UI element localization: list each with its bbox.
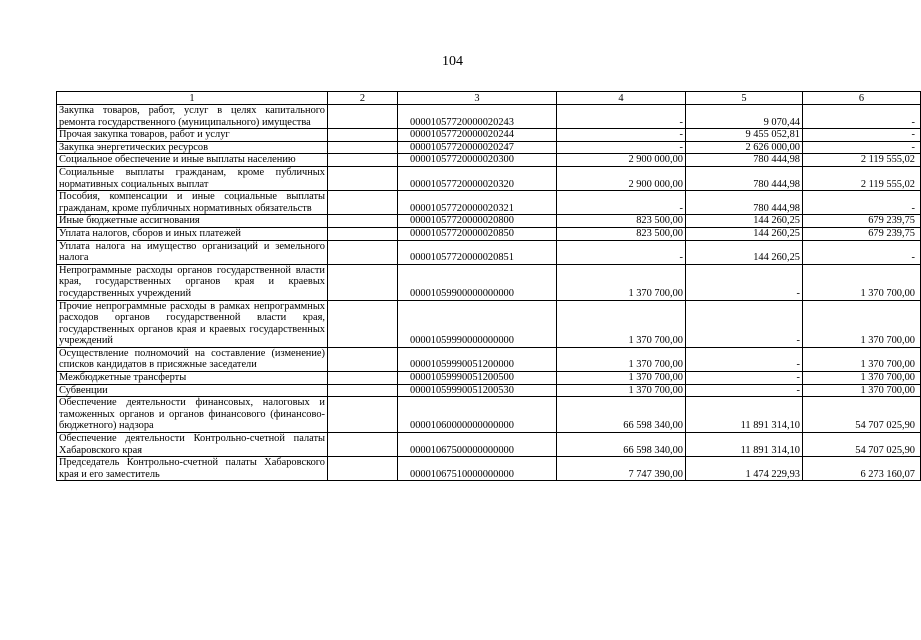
column-2-cell bbox=[328, 141, 398, 154]
column-2-cell bbox=[328, 191, 398, 215]
expense-name-cell: Прочая закупка товаров, работ и услуг bbox=[57, 129, 328, 142]
approved-amount-cell: 1 370 700,00 bbox=[557, 347, 686, 371]
table-row bbox=[57, 372, 921, 385]
approved-amount-cell: 1 370 700,00 bbox=[557, 300, 686, 347]
expense-name-cell: Уплата налогов, сборов и иных платежей bbox=[57, 227, 328, 240]
remaining-amount-cell: 2 119 555,02 bbox=[803, 166, 921, 190]
column-header-5: 5 bbox=[686, 92, 803, 105]
table-row bbox=[57, 300, 921, 347]
column-2-cell bbox=[328, 166, 398, 190]
column-2-cell bbox=[328, 347, 398, 371]
classification-code-cell: 00001059990051200530 bbox=[398, 384, 557, 397]
column-2-cell bbox=[328, 300, 398, 347]
expense-name-cell: Пособия, компенсации и иные социальные выплаты гражданам, кроме публичных нормативных обязательств bbox=[57, 191, 328, 215]
column-2-cell bbox=[328, 240, 398, 264]
classification-code-cell: 00001057720000020850 bbox=[398, 227, 557, 240]
executed-amount-cell: 9 070,44 bbox=[686, 105, 803, 129]
classification-code-cell: 00001060000000000000 bbox=[398, 397, 557, 433]
remaining-amount-cell: 1 370 700,00 bbox=[803, 372, 921, 385]
approved-amount-cell: 2 900 000,00 bbox=[557, 166, 686, 190]
executed-amount-cell: 11 891 314,10 bbox=[686, 397, 803, 433]
approved-amount-cell: 823 500,00 bbox=[557, 215, 686, 228]
executed-amount-cell: - bbox=[686, 264, 803, 300]
remaining-amount-cell: 1 370 700,00 bbox=[803, 384, 921, 397]
executed-amount-cell: - bbox=[686, 384, 803, 397]
classification-code-cell: 00001057720000020321 bbox=[398, 191, 557, 215]
classification-code-cell: 00001057720000020244 bbox=[398, 129, 557, 142]
executed-amount-cell: 144 260,25 bbox=[686, 227, 803, 240]
remaining-amount-cell: - bbox=[803, 129, 921, 142]
classification-code-cell: 00001059990051200500 bbox=[398, 372, 557, 385]
approved-amount-cell: 1 370 700,00 bbox=[557, 372, 686, 385]
classification-code-cell: 00001057720000020320 bbox=[398, 166, 557, 190]
table-row bbox=[57, 347, 921, 371]
classification-code-cell: 00001057720000020247 bbox=[398, 141, 557, 154]
column-2-cell bbox=[328, 372, 398, 385]
table-row bbox=[57, 433, 921, 457]
expense-name-cell: Прочие непрограммные расходы в рамках непрограммных расходов органов государственной власти края, государственных органов края и краевых государственных учреждений bbox=[57, 300, 328, 347]
column-header-3: 3 bbox=[398, 92, 557, 105]
column-2-cell bbox=[328, 227, 398, 240]
table-row bbox=[57, 191, 921, 215]
approved-amount-cell: 1 370 700,00 bbox=[557, 264, 686, 300]
remaining-amount-cell: 1 370 700,00 bbox=[803, 300, 921, 347]
remaining-amount-cell: - bbox=[803, 105, 921, 129]
column-2-cell bbox=[328, 264, 398, 300]
executed-amount-cell: 144 260,25 bbox=[686, 240, 803, 264]
approved-amount-cell: 66 598 340,00 bbox=[557, 397, 686, 433]
remaining-amount-cell: - bbox=[803, 240, 921, 264]
column-2-cell bbox=[328, 105, 398, 129]
table-row bbox=[57, 457, 921, 481]
remaining-amount-cell: 1 370 700,00 bbox=[803, 264, 921, 300]
remaining-amount-cell: 2 119 555,02 bbox=[803, 154, 921, 167]
remaining-amount-cell: 1 370 700,00 bbox=[803, 347, 921, 371]
table-row bbox=[57, 141, 921, 154]
expense-name-cell: Межбюджетные трансферты bbox=[57, 372, 328, 385]
expense-name-cell: Закупка товаров, работ, услуг в целях капитального ремонта государственного (муниципального) имущества bbox=[57, 105, 328, 129]
executed-amount-cell: 9 455 052,81 bbox=[686, 129, 803, 142]
executed-amount-cell: 11 891 314,10 bbox=[686, 433, 803, 457]
approved-amount-cell: - bbox=[557, 141, 686, 154]
executed-amount-cell: 780 444,98 bbox=[686, 166, 803, 190]
classification-code-cell: 00001059990051200000 bbox=[398, 347, 557, 371]
classification-code-cell: 00001059900000000000 bbox=[398, 264, 557, 300]
classification-code-cell: 00001057720000020851 bbox=[398, 240, 557, 264]
expense-name-cell: Субвенции bbox=[57, 384, 328, 397]
column-2-cell bbox=[328, 397, 398, 433]
executed-amount-cell: - bbox=[686, 300, 803, 347]
executed-amount-cell: - bbox=[686, 347, 803, 371]
table-row bbox=[57, 154, 921, 167]
executed-amount-cell: 780 444,98 bbox=[686, 154, 803, 167]
table-row bbox=[57, 129, 921, 142]
classification-code-cell: 00001057720000020300 bbox=[398, 154, 557, 167]
approved-amount-cell: 2 900 000,00 bbox=[557, 154, 686, 167]
remaining-amount-cell: 54 707 025,90 bbox=[803, 397, 921, 433]
approved-amount-cell: - bbox=[557, 129, 686, 142]
column-2-cell bbox=[328, 457, 398, 481]
executed-amount-cell: 144 260,25 bbox=[686, 215, 803, 228]
table-row bbox=[57, 240, 921, 264]
remaining-amount-cell: - bbox=[803, 141, 921, 154]
approved-amount-cell: - bbox=[557, 191, 686, 215]
column-2-cell bbox=[328, 154, 398, 167]
table-row bbox=[57, 215, 921, 228]
table-row bbox=[57, 384, 921, 397]
executed-amount-cell: 2 626 000,00 bbox=[686, 141, 803, 154]
budget-table bbox=[56, 91, 921, 481]
column-2-cell bbox=[328, 215, 398, 228]
approved-amount-cell: - bbox=[557, 105, 686, 129]
classification-code-cell: 00001059990000000000 bbox=[398, 300, 557, 347]
classification-code-cell: 00001067500000000000 bbox=[398, 433, 557, 457]
executed-amount-cell: 780 444,98 bbox=[686, 191, 803, 215]
column-header-6: 6 bbox=[803, 92, 921, 105]
column-2-cell bbox=[328, 433, 398, 457]
table-row bbox=[57, 397, 921, 433]
approved-amount-cell: 823 500,00 bbox=[557, 227, 686, 240]
table-body bbox=[57, 105, 921, 481]
column-header-2: 2 bbox=[328, 92, 398, 105]
expense-name-cell: Социальные выплаты гражданам, кроме публичных нормативных социальных выплат bbox=[57, 166, 328, 190]
column-header-4: 4 bbox=[557, 92, 686, 105]
remaining-amount-cell: 679 239,75 bbox=[803, 215, 921, 228]
classification-code-cell: 00001057720000020243 bbox=[398, 105, 557, 129]
expense-name-cell: Обеспечение деятельности Контрольно-счетной палаты Хабаровского края bbox=[57, 433, 328, 457]
remaining-amount-cell: 6 273 160,07 bbox=[803, 457, 921, 481]
approved-amount-cell: - bbox=[557, 240, 686, 264]
column-header-1: 1 bbox=[57, 92, 328, 105]
executed-amount-cell: - bbox=[686, 372, 803, 385]
expense-name-cell: Обеспечение деятельности финансовых, налоговых и таможенных органов и органов финансового (финансово-бюджетного) надзора bbox=[57, 397, 328, 433]
expense-name-cell: Осуществление полномочий на составление (изменение) списков кандидатов в присяжные заседатели bbox=[57, 347, 328, 371]
remaining-amount-cell: - bbox=[803, 191, 921, 215]
table-row bbox=[57, 166, 921, 190]
expense-name-cell: Уплата налога на имущество организаций и земельного налога bbox=[57, 240, 328, 264]
page-number: 104 bbox=[442, 54, 463, 69]
table-row bbox=[57, 105, 921, 129]
expense-name-cell: Иные бюджетные ассигнования bbox=[57, 215, 328, 228]
approved-amount-cell: 1 370 700,00 bbox=[557, 384, 686, 397]
classification-code-cell: 00001067510000000000 bbox=[398, 457, 557, 481]
header-row bbox=[57, 92, 921, 105]
column-2-cell bbox=[328, 129, 398, 142]
column-2-cell bbox=[328, 384, 398, 397]
expense-name-cell: Социальное обеспечение и иные выплаты населению bbox=[57, 154, 328, 167]
remaining-amount-cell: 54 707 025,90 bbox=[803, 433, 921, 457]
expense-name-cell: Председатель Контрольно-счетной палаты Хабаровского края и его заместитель bbox=[57, 457, 328, 481]
table-row bbox=[57, 264, 921, 300]
executed-amount-cell: 1 474 229,93 bbox=[686, 457, 803, 481]
expense-name-cell: Непрограммные расходы органов государственной власти края, государственных органов края и краевых государственных учреждений bbox=[57, 264, 328, 300]
approved-amount-cell: 66 598 340,00 bbox=[557, 433, 686, 457]
expense-name-cell: Закупка энергетических ресурсов bbox=[57, 141, 328, 154]
approved-amount-cell: 7 747 390,00 bbox=[557, 457, 686, 481]
remaining-amount-cell: 679 239,75 bbox=[803, 227, 921, 240]
classification-code-cell: 00001057720000020800 bbox=[398, 215, 557, 228]
table-row bbox=[57, 227, 921, 240]
